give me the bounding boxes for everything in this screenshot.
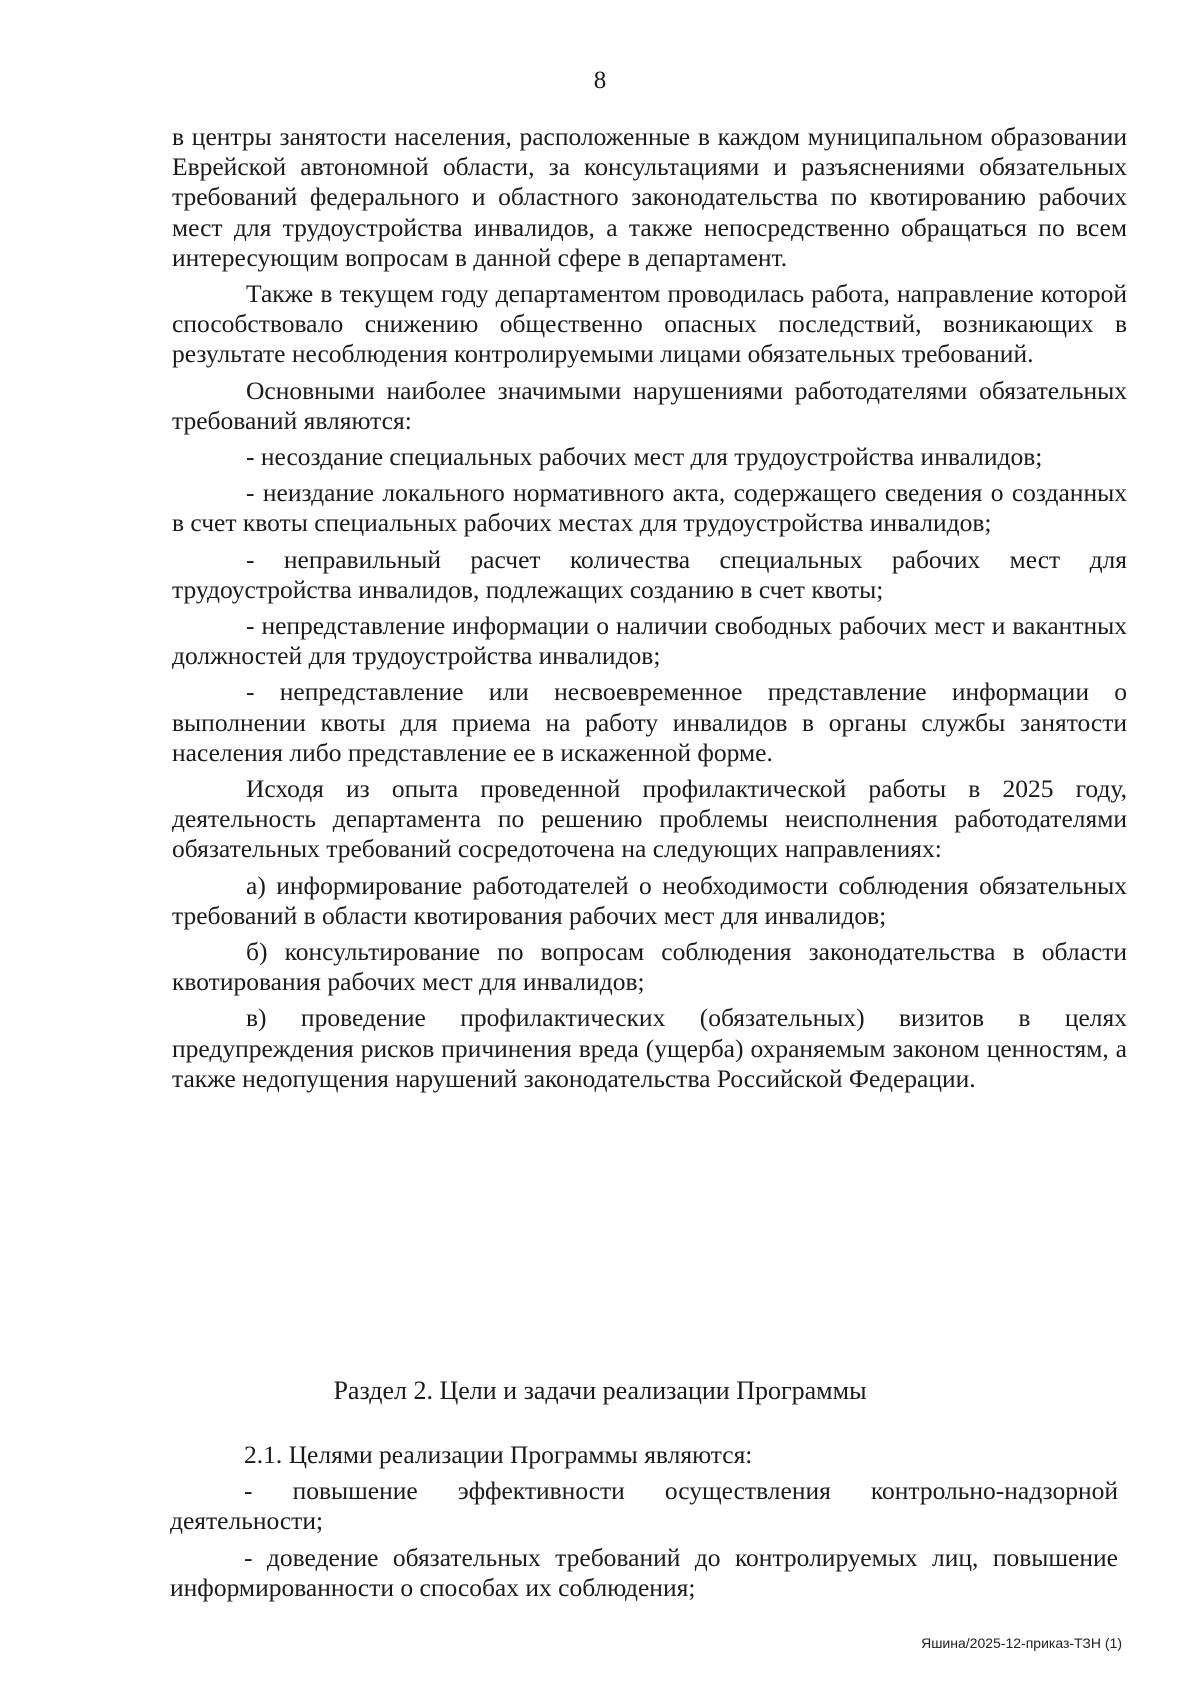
paragraph: Основными наиболее значимыми нарушениями работодателями обязательных требований являются: <box>172 375 1127 435</box>
list-item: - доведение обязательных требований до контролируемых лиц, повышение информированности о способах их соблюдения; <box>170 1542 1118 1602</box>
list-item: - непредставление информации о наличии свободных рабочих мест и вакантных должностей для трудоустройства инвалидов; <box>172 611 1127 671</box>
footer-document-id: Яшина/2025-12-приказ-ТЗН (1) <box>921 1635 1122 1651</box>
paragraph: Также в текущем году департаментом проводилась работа, направление которой способствовало снижению общественно опасных последствий, возникающих в результате несоблюдения контролируемыми лицами обязательных требований. <box>172 279 1127 369</box>
section-heading: Раздел 2. Цели и задачи реализации Программы <box>333 1376 867 1405</box>
paragraph: 2.1. Целями реализации Программы являются: <box>244 1440 753 1469</box>
body-text <box>172 122 1127 1100</box>
list-item: - несоздание специальных рабочих мест для трудоустройства инвалидов; <box>246 442 1043 472</box>
list-item: - неправильный расчет количества специальных рабочих мест для трудоустройства инвалидов, подлежащих созданию в счет квоты; <box>172 544 1127 604</box>
list-item: - неиздание локального нормативного акта, содержащего сведения о созданных в счет квоты специальных рабочих местах для трудоустройства инвалидов; <box>172 478 1127 538</box>
section-text <box>170 1440 1118 1609</box>
page-number: 8 <box>593 67 607 94</box>
list-item: в) проведение профилактических (обязательных) визитов в целях предупреждения рисков причинения вреда (ущерба) охраняемым законом ценностям, а также недопущения нарушений законодательства Российской Федерации. <box>172 1003 1127 1093</box>
list-item: б) консультирование по вопросам соблюдения законодательства в области квотирования рабочих мест для инвалидов; <box>172 937 1127 997</box>
list-item: - повышение эффективности осуществления контрольно-надзорной деятельности; <box>170 1476 1118 1536</box>
paragraph: Исходя из опыта проведенной профилактической работы в 2025 году, деятельность департамента по решению проблемы неисполнения работодателями обязательных требований сосредоточена на следующих направлениях: <box>172 774 1127 864</box>
paragraph-continuation: в центры занятости населения, расположенные в каждом муниципальном образовании Еврейской автономной области, за консультациями и разъяснениями обязательных требований федерального и областного законодательства по квотированию рабочих мест для трудоустройства инвалидов, а также непосредственно обращаться по всем интересующим вопросам в данной сфере в департамент. <box>172 122 1127 272</box>
list-item: - непредставление или несвоевременное представление информации о выполнении квоты для приема на работу инвалидов в органы службы занятости населения либо представление ее в искаженной форме. <box>172 677 1127 767</box>
list-item: а) информирование работодателей о необходимости соблюдения обязательных требований в области квотирования рабочих мест для инвалидов; <box>172 870 1127 930</box>
